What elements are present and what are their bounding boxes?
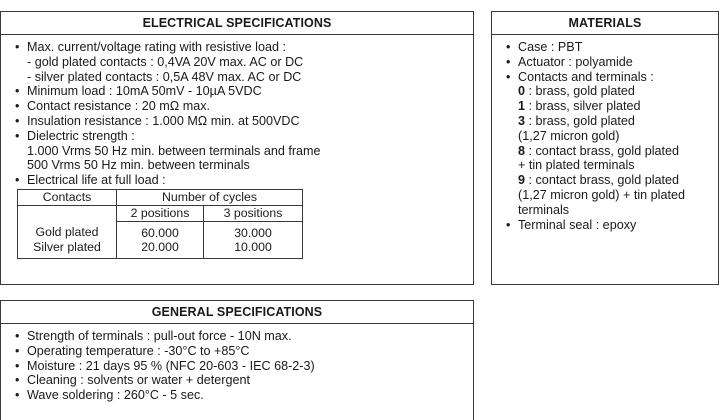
table-row bbox=[18, 221, 303, 240]
material-option-3 bbox=[506, 114, 718, 129]
option-text: : contact brass, gold plated bbox=[525, 173, 680, 188]
option-code: 3 bbox=[518, 113, 526, 128]
electrical-specifications-title: ELECTRICAL SPECIFICATIONS bbox=[1, 12, 473, 35]
option-code: 1 bbox=[518, 99, 526, 114]
operating-temperature-line: • Operating temperature : -30°C to +85°C bbox=[15, 344, 473, 359]
materials-panel bbox=[491, 11, 719, 285]
materials-title: MATERIALS bbox=[492, 12, 718, 35]
case-line: • Case : PBT bbox=[506, 40, 718, 55]
silver-plated-cell: Silver plated bbox=[18, 240, 117, 258]
two-positions-header: 2 positions bbox=[117, 205, 204, 221]
option-code: 9 bbox=[518, 173, 526, 188]
material-option-9-extra-2: terminals bbox=[518, 202, 570, 217]
option-text: : contact brass, gold plated bbox=[525, 143, 680, 158]
gold-contacts-rating: - gold plated contacts : 0,4VA 20V max. AC or DC bbox=[27, 54, 304, 69]
general-specifications-content bbox=[1, 324, 473, 403]
max-rating-line: • Max. current/voltage rating with resistive load : bbox=[15, 40, 473, 55]
general-specifications-title: GENERAL SPECIFICATIONS bbox=[1, 301, 473, 324]
electrical-specifications-panel bbox=[0, 11, 474, 285]
cycles-column-header: Number of cycles bbox=[117, 189, 303, 205]
option-text: : brass, silver plated bbox=[525, 99, 641, 114]
cycles-table bbox=[17, 189, 303, 259]
gold-plated-cell: Gold plated bbox=[18, 221, 117, 240]
contacts-empty-cell bbox=[18, 205, 117, 221]
terminal-seal-line: • Terminal seal : epoxy bbox=[506, 218, 718, 233]
terminal-strength-line: • Strength of terminals : pull-out force - 10N max. bbox=[15, 329, 473, 344]
material-option-1 bbox=[506, 99, 718, 114]
electrical-specifications-content bbox=[1, 35, 473, 259]
dielectric-terminals-line: 500 Vrms 50 Hz min. between terminals bbox=[27, 158, 250, 173]
contacts-column-header: Contacts bbox=[18, 189, 117, 205]
minimum-load-line: • Minimum load : 10mA 50mV - 10µA 5VDC bbox=[15, 84, 473, 99]
materials-content bbox=[492, 35, 718, 232]
actuator-line: • Actuator : polyamide bbox=[506, 55, 718, 70]
moisture-line: • Moisture : 21 days 95 % (NFC 20-603 - IEC 68-2-3) bbox=[15, 359, 473, 374]
contact-resistance-line: • Contact resistance : 20 mΩ max. bbox=[15, 99, 473, 114]
three-positions-header: 3 positions bbox=[204, 205, 303, 221]
gold-three-positions-cell: 30.000 bbox=[204, 221, 303, 240]
wave-soldering-line: • Wave soldering : 260°C - 5 sec. bbox=[15, 388, 473, 403]
material-option-0 bbox=[506, 84, 718, 99]
material-option-3-extra: (1,27 micron gold) bbox=[518, 128, 620, 143]
option-code: 0 bbox=[518, 84, 526, 99]
option-code: 8 bbox=[518, 143, 526, 158]
table-row bbox=[18, 240, 303, 258]
contacts-terminals-line: • Contacts and terminals : bbox=[506, 70, 718, 85]
option-text: : brass, gold plated bbox=[525, 84, 635, 99]
insulation-resistance-line: • Insulation resistance : 1.000 MΩ min. at 500VDC bbox=[15, 114, 473, 129]
gold-two-positions-cell: 60.000 bbox=[117, 221, 204, 240]
material-option-9-extra-1: (1,27 micron gold) + tin plated bbox=[518, 187, 685, 202]
electrical-life-line: • Electrical life at full load : bbox=[15, 173, 473, 188]
dielectric-frame-line: 1.000 Vrms 50 Hz min. between terminals and frame bbox=[27, 143, 321, 158]
material-option-8-extra: + tin plated terminals bbox=[518, 158, 635, 173]
option-text: : brass, gold plated bbox=[525, 113, 635, 128]
cleaning-line: • Cleaning : solvents or water + detergent bbox=[15, 373, 473, 388]
silver-contacts-rating: - silver plated contacts : 0,5A 48V max. AC or DC bbox=[27, 69, 302, 84]
material-option-8 bbox=[506, 144, 718, 159]
dielectric-strength-line: • Dielectric strength : bbox=[15, 129, 473, 144]
general-specifications-panel bbox=[0, 300, 474, 420]
silver-two-positions-cell: 20.000 bbox=[117, 240, 204, 258]
material-option-9 bbox=[506, 173, 718, 188]
silver-three-positions-cell: 10.000 bbox=[204, 240, 303, 258]
